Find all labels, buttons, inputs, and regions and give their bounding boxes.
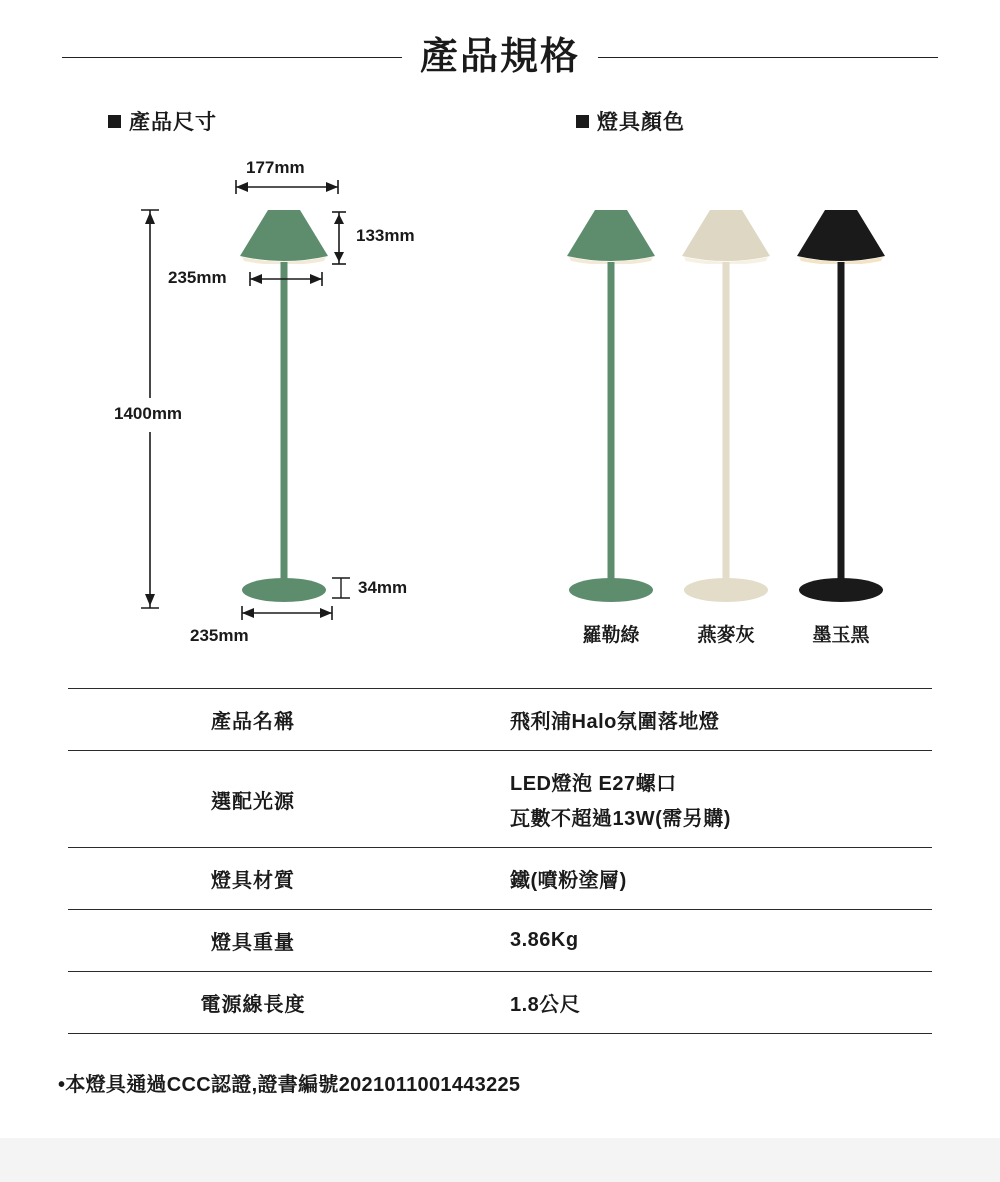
- lamp-base: [684, 578, 768, 602]
- spec-value: [438, 972, 932, 1034]
- lamp-shade-icon: [238, 208, 330, 264]
- lamp-shade-icon: [565, 208, 657, 264]
- spec-key: 燈具重量: [211, 932, 295, 954]
- spec-value-line: 飛利浦Halo氛圍落地燈: [510, 711, 720, 733]
- color-variant-green: [565, 208, 657, 610]
- color-variant-oat: [680, 208, 772, 610]
- lamp-shade-icon: [680, 208, 772, 264]
- section-heading-dimensions-label: 產品尺寸: [129, 111, 217, 134]
- dim-label-shade-width: 177mm: [246, 158, 305, 177]
- color-variant-black: [795, 208, 887, 610]
- table-row: [68, 910, 932, 972]
- spec-value: [438, 848, 932, 910]
- dim-arrow-shade-offset: [246, 270, 326, 288]
- dim-label-total-height: 1400mm: [114, 404, 183, 423]
- spec-key: 燈具材質: [211, 870, 295, 892]
- spec-value-line: 鐵(噴粉塗層): [510, 870, 627, 892]
- dim-label-base-width: 235mm: [190, 626, 249, 645]
- title-rule-right: [598, 57, 938, 58]
- spec-table: [68, 688, 932, 1034]
- lamp-pole: [281, 262, 288, 584]
- table-row: [68, 689, 932, 751]
- table-row: [68, 751, 932, 848]
- spec-value-line: 1.8公尺: [510, 994, 581, 1016]
- lamp-shade-icon: [795, 208, 887, 264]
- spec-value-line: LED燈泡 E27螺口: [510, 773, 677, 795]
- lamp-pole: [723, 262, 730, 584]
- color-label-black: 墨玉黑: [812, 625, 870, 646]
- certification-footnote: •本燈具通過CCC認證,證書編號2021011001443225: [58, 1074, 521, 1096]
- lamp-base: [569, 578, 653, 602]
- dim-arrow-base-width: [238, 604, 336, 622]
- bullet-square-icon: [108, 115, 121, 128]
- spec-key: 電源線長度: [200, 994, 306, 1016]
- dim-arrow-shade-height: [330, 208, 348, 268]
- spec-key: 產品名稱: [211, 711, 295, 733]
- bottom-band: [0, 1138, 1000, 1182]
- spec-value-line: 3.86Kg: [510, 929, 579, 951]
- lamp-pole: [838, 262, 845, 584]
- spec-value: [438, 910, 932, 972]
- color-label-green: 羅勒綠: [582, 625, 640, 646]
- dim-label-base-height: 34mm: [358, 578, 408, 597]
- section-heading-colors-label: 燈具顏色: [597, 111, 685, 134]
- spec-value: [438, 751, 932, 848]
- section-heading-dimensions: [108, 106, 217, 136]
- dim-label-shade-height: 133mm: [356, 226, 415, 245]
- dim-arrow-base-height: [330, 576, 352, 600]
- lamp-base: [799, 578, 883, 602]
- dim-arrow-shade-width: [232, 178, 342, 196]
- color-label-oat: 燕麥灰: [697, 625, 755, 646]
- section-heading-colors: [576, 106, 685, 136]
- dim-label-shade-offset: 235mm: [168, 268, 227, 287]
- bullet-square-icon: [576, 115, 589, 128]
- spec-value: [438, 689, 932, 751]
- title-rule-left: [62, 57, 402, 58]
- lamp-base: [242, 578, 326, 602]
- table-row: [68, 848, 932, 910]
- spec-key: 選配光源: [211, 790, 295, 813]
- page-title-row: [0, 30, 1000, 84]
- table-row: [68, 972, 932, 1034]
- spec-value-line: 瓦數不超過13W(需另購): [510, 808, 731, 830]
- page-title: 產品規格: [419, 36, 580, 78]
- lamp-pole: [608, 262, 615, 584]
